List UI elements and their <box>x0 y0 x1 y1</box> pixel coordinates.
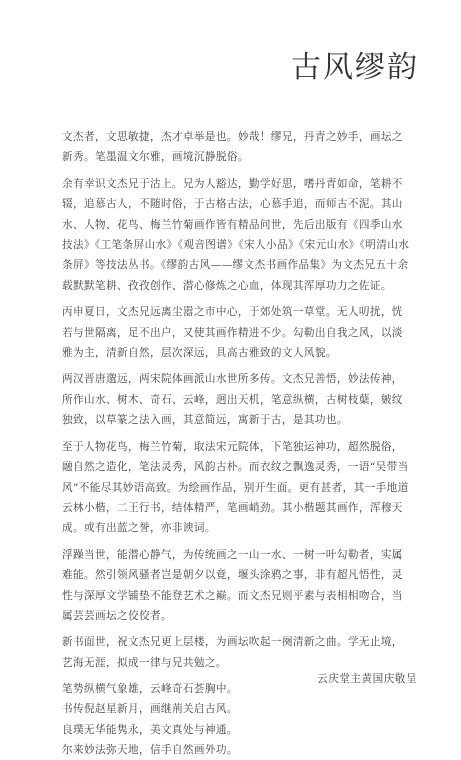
paragraph: 余有幸识文杰兄于沽上。兄为人豁达，勤学好思，嗜丹青如命，笔耕不辍，追慕古人，不随时俗，于古格古法，心慕手追，而师古不泥。其山水、人物、花鸟、梅兰竹菊画作皆有精品问世，先后出版有《四季山水技法》《工笔条屏山水》《观音图谱》《宋人小品》《宋元山水》《明清山水条屏》等技法丛书。《缪韵古风——缪文杰书画作品集》为文杰兄五十余载默默笔耕、孜孜创作、潜心修炼之心血，体现其浑厚功力之佐证。 <box>62 177 410 292</box>
poem <box>62 679 412 760</box>
paragraph: 丙申夏日，文杰兄远离尘嚣之市中心，于郊处筑一草堂。无人叨扰，恍若与世隔离，足不出户，又使其画作精进不少。勾勒出自我之风，以淡雅为主，清新自然，层次深远，具高古雅致的文人风貌。 <box>62 306 403 360</box>
paragraph: 新书面世，祝文杰兄更上层楼，为画坛吹起一阕清新之曲。学无止境，艺海无涯，拟成一律与兄共勉之。 <box>62 636 403 669</box>
poem-line: 尔来妙法弥天地，信手自然画外功。 <box>62 743 238 756</box>
author-signature: 云庆堂主黄国庆敬呈 <box>317 673 417 685</box>
paragraph: 文杰者，文思敏捷，杰才卓举是也。妙哉！缪兄，丹青之妙手，画坛之新秀。笔墨温文尔雅，画境沉静脱俗。 <box>62 131 403 164</box>
poem-line: 书传倪赵星新月，画继荊关启古风。 <box>62 703 238 716</box>
poem-line: 良璞无华能隽永，美文真处与神通。 <box>62 723 238 736</box>
page-title: 古风缪韵 <box>291 50 419 86</box>
preface-body <box>62 127 412 760</box>
paragraph: 至于人物花鸟，梅兰竹菊，取法宋元院体，下笔独运神功，超然脱俗，融自然之造化，笔法灵秀，风韵古朴。而衣纹之飘逸灵秀，一语“吴带当风”不能尽其妙语高致。为绘画作品，别开生面。更有甚者，其一手地道云林小楷，二王行书，结体精严，笔画峭劲。其小楷题其画作，浑穆天成。或有出蓝之誉，亦非谀词。 <box>62 440 409 535</box>
poem-line: 笔势纵横气象雄，云峰奇石荟胸中。 <box>62 683 238 696</box>
paragraph: 浮躁当世，能潜心静气，为传统画之一山一水、一树一叶勾勒者，实属难能。然引领风骚者岂是朝夕以竟，堰头涂鸦之事，非有超凡悟性，灵性与深厚文学铺垫不能登艺术之巅。而文杰兄则平素与表相相吻合，当属芸芸画坛之佼佼者。 <box>62 548 403 622</box>
paragraph: 两汉晋唐邈远，两宋院体画派山水世所多传。文杰兄善悟，妙法传神，所作山水、树木、奇石、云峰，迥出天机，笔意纵横，古树枝蘖，皴纹独致，以草篆之法入画，其意简远，寓新于古，是其功也。 <box>62 373 403 427</box>
